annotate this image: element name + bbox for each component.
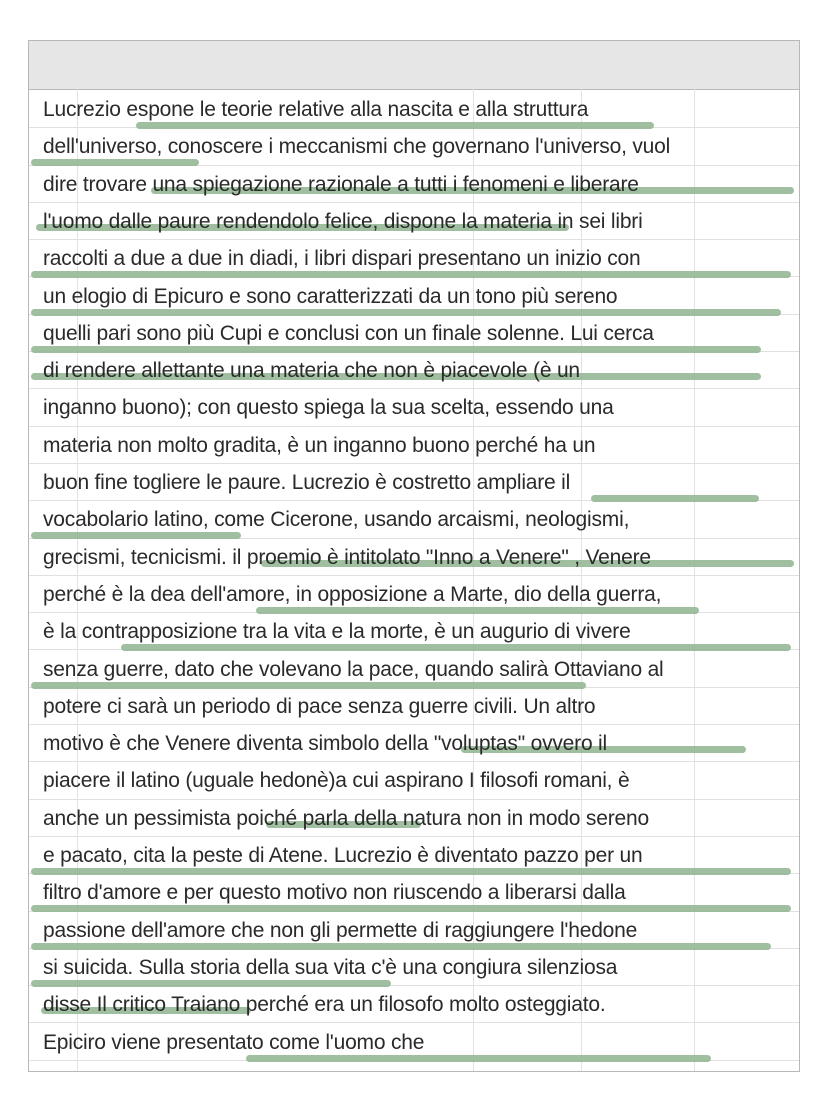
note-text: grecismi, tecnicismi. il proemio è intitolato "Inno a Venere" , Venere	[43, 545, 651, 569]
note-text: buon fine togliere le paure. Lucrezio è costretto ampliare il	[43, 471, 571, 494]
note-text: dell'universo, conoscere i meccanismi che governano l'universo, vuol	[43, 135, 671, 159]
note-page	[28, 40, 800, 1072]
note-line	[29, 464, 799, 501]
note-text: Lucrezio espone le teorie relative alla nascita e alla struttura	[43, 98, 589, 121]
note-line	[29, 278, 799, 315]
note-line	[29, 874, 799, 911]
note-line	[29, 688, 799, 725]
highlighter-mark	[246, 1055, 711, 1062]
note-line	[29, 576, 799, 613]
note-text: inganno buono); con questo spiega la sua scelta, essendo una	[43, 396, 614, 420]
note-line	[29, 912, 799, 949]
note-text: si suicida. Sulla storia della sua vita c'è una congiura silenziosa	[43, 955, 618, 979]
note-text: vocabolario latino, come Cicerone, usando arcaismi, neologismi,	[43, 508, 630, 532]
note-text: motivo è che Venere diventa simbolo della "voluptas" ovvero il	[43, 732, 607, 756]
note-line	[29, 949, 799, 986]
note-text: anche un pessimista poiché parla della natura non in modo sereno	[43, 806, 649, 830]
note-text: perché è la dea dell'amore, in opposizione a Marte, dio della guerra,	[43, 582, 662, 606]
note-line	[29, 613, 799, 650]
note-line	[29, 240, 799, 277]
note-line	[29, 166, 799, 203]
note-text: disse Il critico Traiano perché era un filosofo molto osteggiato.	[43, 993, 606, 1017]
note-text: potere ci sarà un periodo di pace senza guerre civili. Un altro	[43, 694, 596, 718]
note-text: un elogio di Epicuro e sono caratterizzati da un tono più sereno	[43, 284, 618, 308]
note-line	[29, 315, 799, 352]
note-text: quelli pari sono più Cupi e conclusi con un finale solenne. Lui cerca	[43, 321, 654, 345]
note-line	[29, 1024, 799, 1061]
note-line	[29, 203, 799, 240]
note-line	[29, 91, 799, 128]
note-text: di rendere allettante una materia che non è piacevole (è un	[43, 359, 580, 383]
note-line	[29, 800, 799, 837]
note-line	[29, 725, 799, 762]
note-line	[29, 762, 799, 799]
note-text: dire trovare una spiegazione razionale a tutti i fenomeni e liberare	[43, 172, 639, 196]
note-text: raccolti a due a due in diadi, i libri dispari presentano un inizio con	[43, 247, 641, 271]
note-line	[29, 389, 799, 426]
note-text: materia non molto gradita, è un inganno buono perché ha un	[43, 433, 596, 457]
note-line	[29, 539, 799, 576]
note-text: e pacato, cita la peste di Atene. Lucrezio è diventato pazzo per un	[43, 844, 643, 867]
note-line	[29, 128, 799, 165]
note-line	[29, 986, 799, 1023]
note-line	[29, 501, 799, 538]
note-text: è la contrapposizione tra la vita e la morte, è un augurio di vivere	[43, 620, 631, 644]
note-text: senza guerre, dato che volevano la pace, quando salirà Ottaviano al	[43, 657, 664, 681]
note-text: Epiciro viene presentato come l'uomo che	[43, 1030, 425, 1054]
note-text: filtro d'amore e per questo motivo non riuscendo a liberarsi dalla	[43, 881, 626, 905]
note-text: l'uomo dalle paure rendendolo felice, dispone la materia in sei libri	[43, 209, 643, 233]
note-text: passione dell'amore che non gli permette di raggiungere l'hedone	[43, 918, 638, 942]
note-line	[29, 651, 799, 688]
note-line	[29, 837, 799, 874]
note-line	[29, 352, 799, 389]
note-line	[29, 427, 799, 464]
note-text: piacere il latino (uguale hedonè)a cui aspirano I filosofi romani, è	[43, 769, 630, 793]
page-header-band	[29, 41, 799, 90]
